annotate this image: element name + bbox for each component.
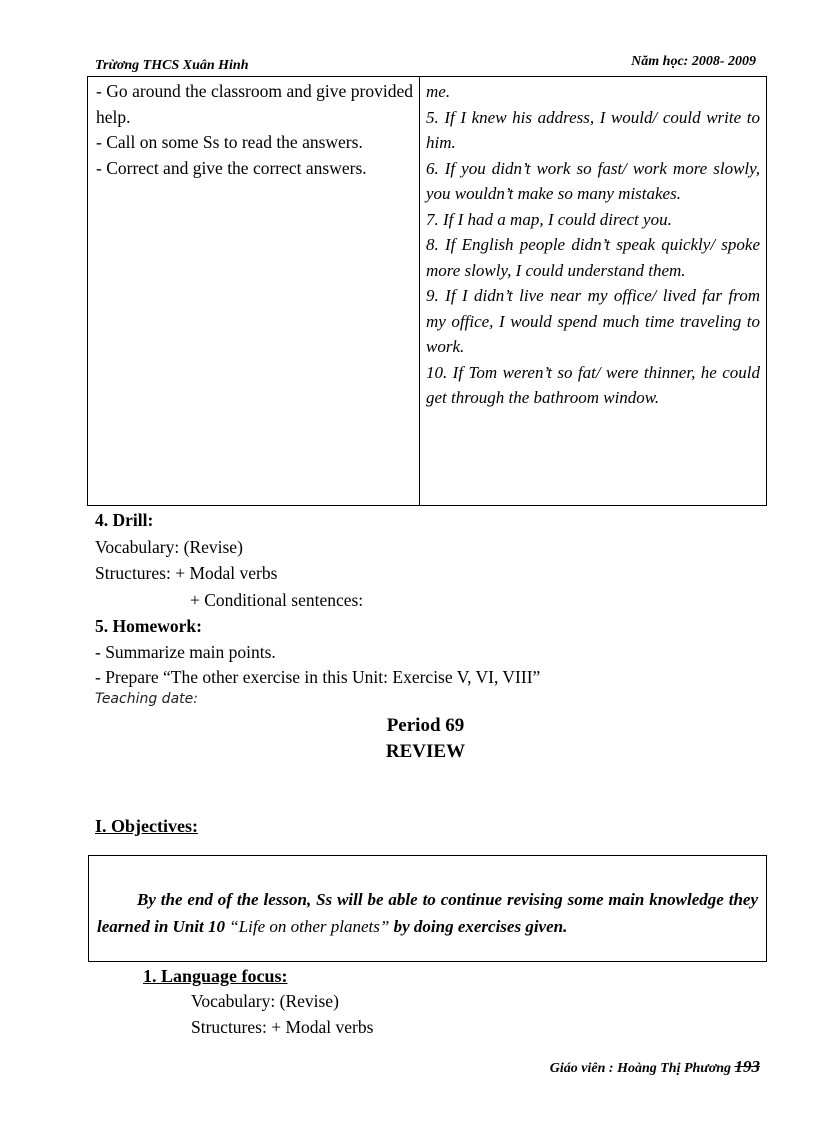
answer-line: 7. If I had a map, I could direct you. — [426, 209, 672, 229]
drill-heading: 4. Drill: — [95, 510, 154, 530]
teacher-activities-column — [88, 77, 420, 505]
page-footer — [550, 1057, 760, 1077]
review-title: REVIEW — [385, 741, 466, 762]
teacher-name: Giáo viên : Hoàng Thị Phương — [549, 1061, 731, 1076]
period-title: Period 69 — [386, 715, 465, 736]
drill-vocabulary: Vocabulary: (Revise) — [95, 537, 243, 557]
teaching-date: Teaching date: — [95, 691, 198, 707]
page-number: 193 — [734, 1057, 760, 1076]
left-item: - Correct and give the correct answers. — [96, 157, 367, 178]
left-item: - Go around the classroom and give provided help. — [96, 81, 413, 127]
homework-heading: 5. Homework: — [95, 616, 202, 636]
answer-line: 6. If you didn’t work so fast/ work more slowly, you wouldn’t make so many mistakes. — [426, 158, 760, 203]
activity-table — [87, 76, 767, 506]
objectives-text-end: by doing exercises given. — [393, 917, 568, 936]
lf-vocabulary: Vocabulary: (Revise) — [191, 991, 339, 1011]
lf-structures: Structures: + Modal verbs — [191, 1017, 374, 1037]
answer-line: 10. If Tom weren’t so fat/ were thinner, he could get through the bathroom window. — [426, 362, 760, 407]
answer-line: 9. If I didn’t live near my office/ lived far from my office, I would spend much time traveling to work. — [426, 286, 760, 356]
language-focus-heading: 1. Language focus: — [143, 966, 288, 986]
objectives-text: By the end of the lesson, Ss will be able to continue revising some main knowledge they learned in Unit 10 — [97, 890, 758, 936]
answers-column — [420, 77, 766, 505]
drill-structures: Structures: + Modal verbs — [95, 563, 278, 583]
year-label: Năm học: — [631, 54, 689, 69]
objectives-box — [88, 855, 767, 962]
school-year — [631, 54, 756, 70]
drill-structures-2: + Conditional sentences: — [190, 590, 364, 610]
objectives-heading: I. Objectives: — [95, 816, 198, 836]
school-name: Trừơng THCS Xuân Hinh — [95, 58, 249, 73]
unit-quote: “Life on other planets” — [229, 917, 390, 936]
answer-line: me. — [426, 82, 451, 101]
answer-line: 5. If I knew his address, I would/ could write to him. — [426, 107, 760, 152]
left-item: - Call on some Ss to read the answers. — [96, 132, 363, 152]
homework-item: - Prepare “The other exercise in this Unit: Exercise V, VI, VIII” — [95, 667, 541, 687]
homework-item: - Summarize main points. — [95, 642, 276, 662]
answer-line: 8. If English people didn’t speak quickly/ spoke more slowly, I could understand them. — [426, 235, 760, 280]
year-value: 2008- 2009 — [691, 54, 756, 69]
